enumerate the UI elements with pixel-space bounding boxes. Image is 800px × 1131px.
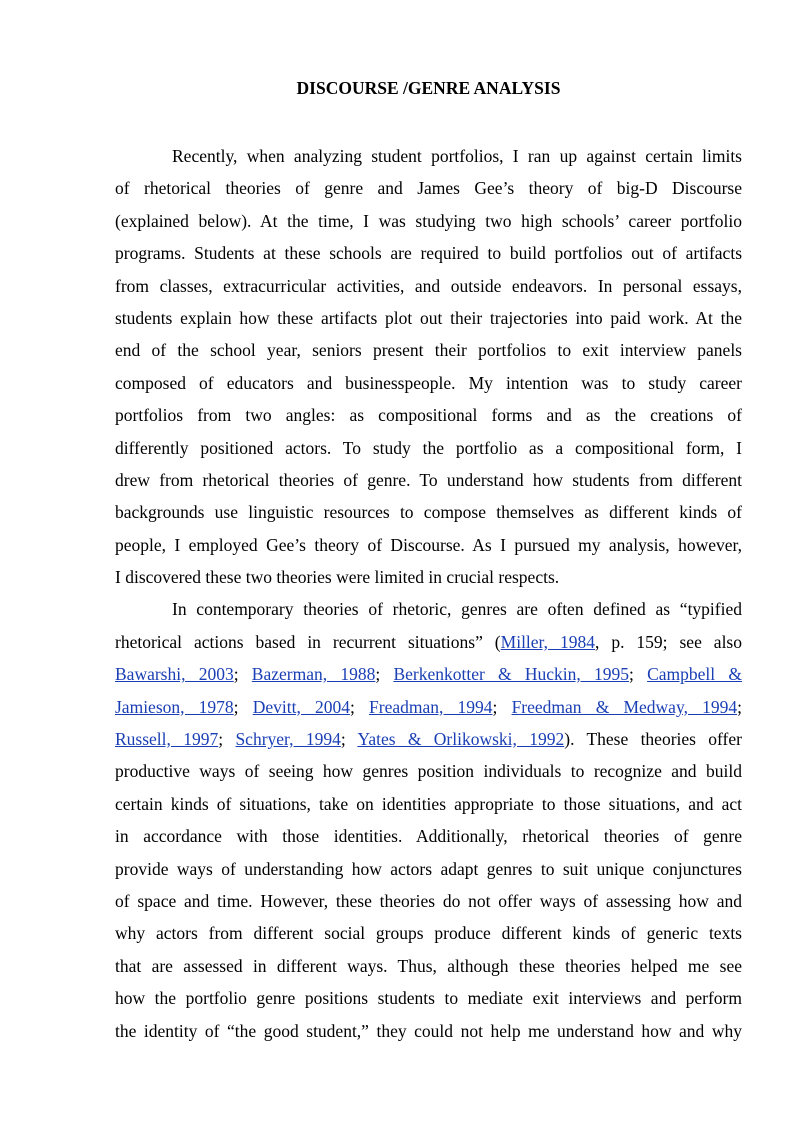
separator: ; [340,729,358,750]
text-line [115,626,742,658]
text-line: In contemporary theories of rhetoric, genres are often defined as “typified [172,599,742,620]
citation-link-campbell[interactable]: Campbell & [647,664,742,685]
separator: ; [375,664,394,685]
citation-link-russell[interactable]: Russell, 1997 [115,729,219,750]
separator: ; [233,664,252,685]
body-text [115,140,742,1047]
separator: ; [233,696,253,717]
separator: ; [349,696,370,717]
citation-link-campbell-cont[interactable]: Jamieson, 1978 [115,696,234,717]
citation-link-berkenkotter[interactable]: Berkenkotter & Huckin, 1995 [393,664,629,685]
text-segment: rhetorical actions based in recurrent situations” ( [115,631,501,652]
text-line: certain kinds of situations, take on identities appropriate to those situations, and act [115,793,742,814]
text-line: composed of educators and businesspeople. My intention was to study career [115,372,742,393]
text-line: students explain how these artifacts plot out their trajectories into paid work. At the [115,307,742,328]
text-segment: ). These theories offer [564,729,742,750]
citation-link-miller[interactable]: Miller, 1984 [500,631,596,652]
citation-link-bazerman[interactable]: Bazerman, 1988 [251,664,376,685]
text-line: in accordance with those identities. Additionally, rhetorical theories of genre [115,826,742,847]
citation-link-freedman[interactable]: Freedman & Medway, 1994 [511,696,738,717]
text-line [115,723,742,755]
text-line: how the portfolio genre positions students to mediate exit interviews and perform [115,988,742,1009]
citation-link-freadman[interactable]: Freadman, 1994 [369,696,493,717]
citation-link-devitt[interactable]: Devitt, 2004 [252,696,350,717]
text-line: of rhetorical theories of genre and James Gee’s theory of big-D Discourse [115,178,742,199]
text-line: the identity of “the good student,” they could not help me understand how and why [115,1020,742,1041]
separator: ; [737,696,742,717]
text-line: (explained below). At the time, I was studying two high schools’ career portfolio [115,210,742,231]
citation-link-schryer[interactable]: Schryer, 1994 [235,729,341,750]
text-line: people, I employed Gee’s theory of Discourse. As I pursued my analysis, however, [115,534,742,555]
text-line: provide ways of understanding how actors adapt genres to suit unique conjunctures [115,858,742,879]
text-line: of space and time. However, these theories do not offer ways of assessing how and [115,890,742,911]
page-title: DISCOURSE /GENRE ANALYSIS [296,78,561,98]
text-line: I discovered these two theories were limited in crucial respects. [115,567,560,588]
citation-link-yates[interactable]: Yates & Orlikowski, 1992 [357,729,565,750]
text-line: productive ways of seeing how genres position individuals to recognize and build [115,761,742,782]
text-line: from classes, extracurricular activities, and outside endeavors. In personal essays, [115,275,742,296]
separator: ; [628,664,648,685]
text-line: programs. Students at these schools are required to build portfolios out of artifacts [115,243,742,264]
text-line: that are assessed in different ways. Thus, although these theories helped me see [115,955,742,976]
separator: ; [218,729,236,750]
text-line: portfolios from two angles: as compositional forms and as the creations of [115,405,742,426]
text-line: Recently, when analyzing student portfolios, I ran up against certain limits [172,146,742,166]
text-line: drew from rhetorical theories of genre. To understand how students from different [115,469,742,490]
separator: ; [492,696,512,717]
text-line: differently positioned actors. To study the portfolio as a compositional form, I [115,437,742,458]
text-segment: , p. 159; see also [595,631,742,652]
text-line: why actors from different social groups produce different kinds of generic texts [115,923,742,944]
text-line: end of the school year, seniors present their portfolios to exit interview panels [115,340,742,361]
text-line: backgrounds use linguistic resources to compose themselves as different kinds of [115,502,742,523]
citation-link-bawarshi[interactable]: Bawarshi, 2003 [115,664,234,685]
text-line [115,691,742,723]
text-line [115,658,742,690]
